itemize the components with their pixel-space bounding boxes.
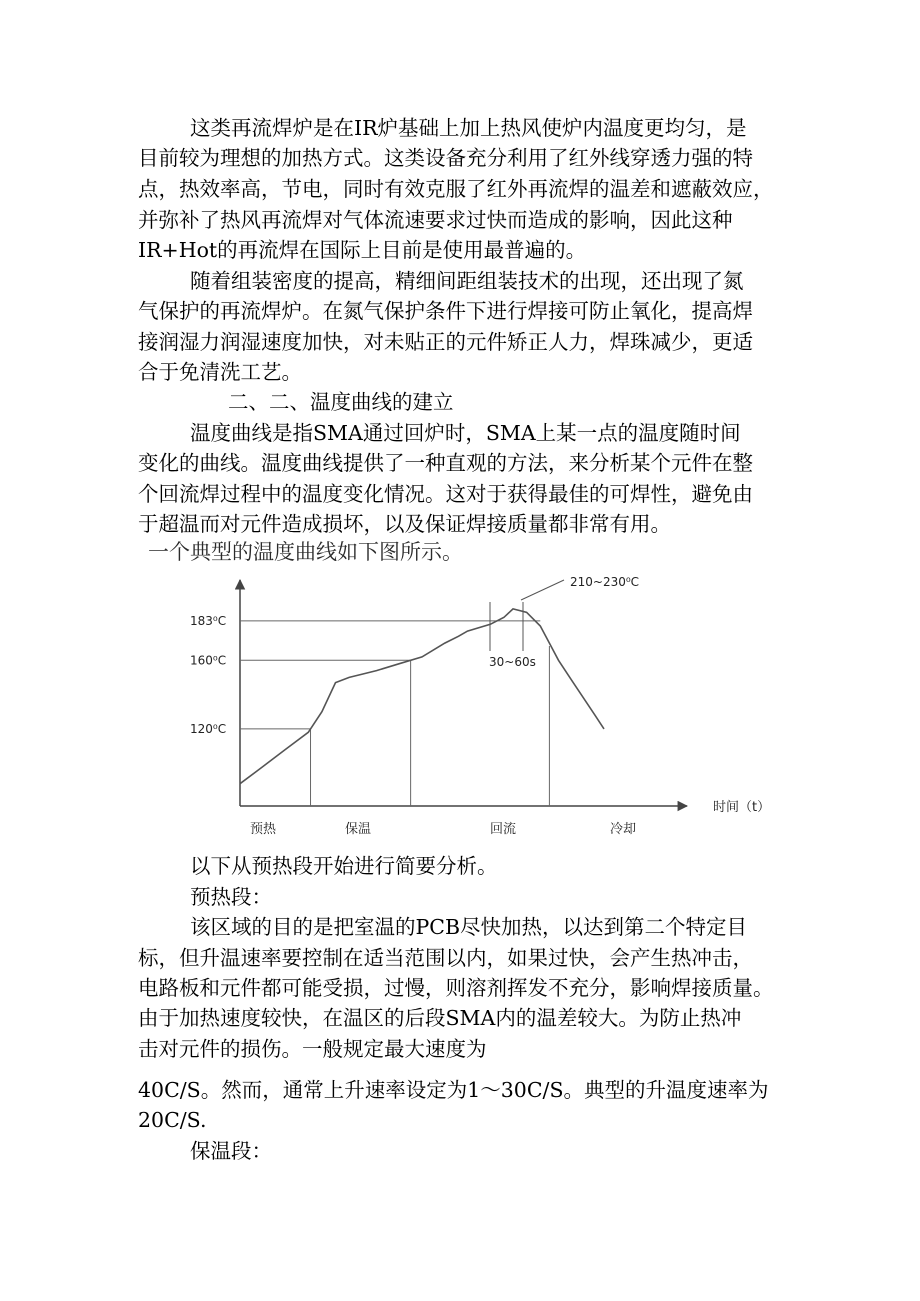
text-line: 气保护的再流焊炉。在氮气保护条件下进行焊接可防止氧化，提高焊	[138, 299, 753, 323]
y-tick-label: 120⁰C	[190, 721, 227, 736]
text-line: 点，热效率高，节电，同时有效克服了红外再流焊的温差和遮蔽效应，	[138, 177, 774, 201]
text-line: 并弥补了热风再流焊对气体流速要求过快而造成的影响，因此这种	[138, 208, 733, 232]
zone-label: 回流	[490, 822, 517, 837]
text-line: 随着组装密度的提高，精细间距组装技术的出现，还出现了氮	[190, 269, 744, 293]
text-line: 保温段：	[190, 1139, 272, 1163]
text-line: 变化的曲线。温度曲线提供了一种直观的方法，来分析某个元件在整	[138, 451, 753, 475]
text-line: 由于加热速度较快，在温区的后段SMA内的温差较大。为防止热冲	[138, 1006, 742, 1030]
text-line: 该区域的目的是把室温的PCB尽快加热，以达到第二个特定目	[190, 915, 748, 939]
y-tick-label: 183⁰C	[190, 613, 227, 628]
y-tick-label: 160⁰C	[190, 653, 227, 668]
text-line: 以下从预热段开始进行简要分析。	[190, 854, 498, 878]
section-heading: 二、二、温度曲线的建立	[228, 390, 454, 414]
text-line: IR+Hot的再流焊在国际上目前是使用最普遍的。	[138, 238, 587, 262]
x-axis-label: 时间（t）	[713, 800, 771, 815]
reflow-time-label: 30~60s	[489, 655, 536, 669]
text-line: 20C/S.	[138, 1108, 207, 1132]
zone-label: 预热	[250, 822, 277, 837]
text-line: 个回流焊过程中的温度变化情况。这对于获得最佳的可焊性，避免由	[138, 482, 753, 506]
zone-label: 保温	[345, 822, 372, 837]
peak-leader-line	[521, 580, 564, 600]
temperature-profile-chart	[190, 566, 805, 846]
text-line: 40C/S。然而，通常上升速率设定为1～30C/S。典型的升温度速率为	[138, 1078, 769, 1102]
text-line: 电路板和元件都可能受损，过慢，则溶剂挥发不充分，影响焊接质量。	[138, 976, 774, 1000]
text-line: 温度曲线是指SMA通过回炉时，SMA上某一点的温度随时间	[190, 421, 741, 445]
text-line: 这类再流焊炉是在IR炉基础上加上热风使炉内温度更均匀，是	[190, 116, 747, 140]
text-line: 接润湿力润湿速度加快，对未贴正的元件矫正人力，焊珠减少，更适	[138, 330, 753, 354]
zone-label: 冷却	[610, 822, 637, 837]
text-line: 于超温而对元件造成损坏，以及保证焊接质量都非常有用。	[138, 512, 671, 536]
figure-caption: 一个典型的温度曲线如下图所示。	[148, 540, 463, 564]
text-line: 标，但升温速率要控制在适当范围以内，如果过快，会产生热冲击，	[138, 946, 753, 970]
peak-temperature-label: 210~230⁰C	[570, 575, 640, 589]
text-line: 预热段：	[190, 885, 272, 909]
text-line: 击对元件的损伤。一般规定最大速度为	[138, 1037, 487, 1061]
text-line: 合于免清洗工艺。	[138, 360, 302, 384]
text-line: 目前较为理想的加热方式。这类设备充分利用了红外线穿透力强的特	[138, 146, 753, 170]
